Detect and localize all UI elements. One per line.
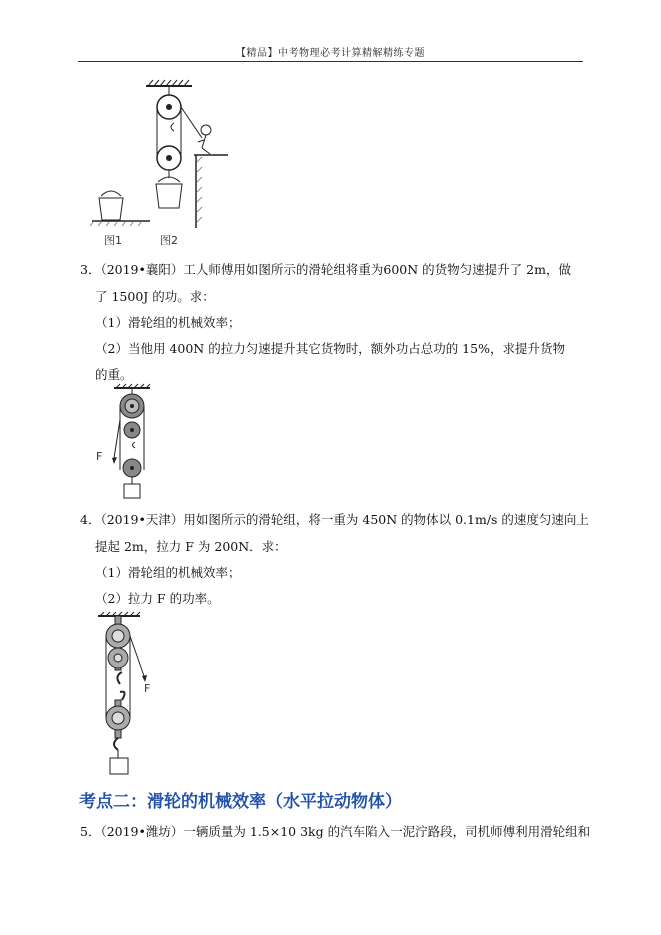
figure-pulley-worker	[90, 78, 240, 248]
force-label-q3: F	[96, 450, 103, 463]
header-divider	[78, 61, 583, 62]
q4-part-2: （2）拉力 F 的功率。	[95, 591, 220, 606]
q4-part-1: （1）滑轮组的机械效率；	[95, 565, 241, 580]
figure-label-2: 图2	[160, 234, 178, 247]
q4-line-1: 4．（2019•天津）用如图所示的滑轮组，将一重为 450N 的物体以 0.1m/s 的速度匀速向上	[80, 512, 589, 527]
figure-q4-pulley	[96, 612, 166, 778]
section-heading: 考点二：滑轮的机械效率（水平拉动物体）	[79, 792, 402, 812]
q5-line-1: 5．（2019•潍坊）一辆质量为 1.5×10 3kg 的汽车陷入一泥泞路段，司机师傅利用滑轮组和	[80, 824, 591, 839]
figure-label-1: 图1	[104, 234, 122, 247]
q3-line-1: 3．（2019•襄阳）工人师傅用如图所示的滑轮组将重为600N 的货物匀速提升了 2m，做	[80, 262, 571, 277]
figure-q3-pulley	[92, 384, 162, 500]
q4-line-2: 提起 2m，拉力 F 为 200N．求：	[95, 539, 287, 554]
q3-line-2: 了 1500J 的功。求：	[95, 289, 215, 304]
q3-part-2-line-1: （2）当他用 400N 的拉力匀速提升其它货物时，额外功占总功的 15%，求提升货物	[95, 341, 565, 356]
q3-part-1: （1）滑轮组的机械效率；	[95, 315, 241, 330]
page-header: 【精品】中考物理必考计算精解精练专题	[236, 48, 425, 59]
force-label-q4: F	[144, 682, 151, 695]
q3-part-2-line-2: 的重。	[95, 367, 133, 382]
